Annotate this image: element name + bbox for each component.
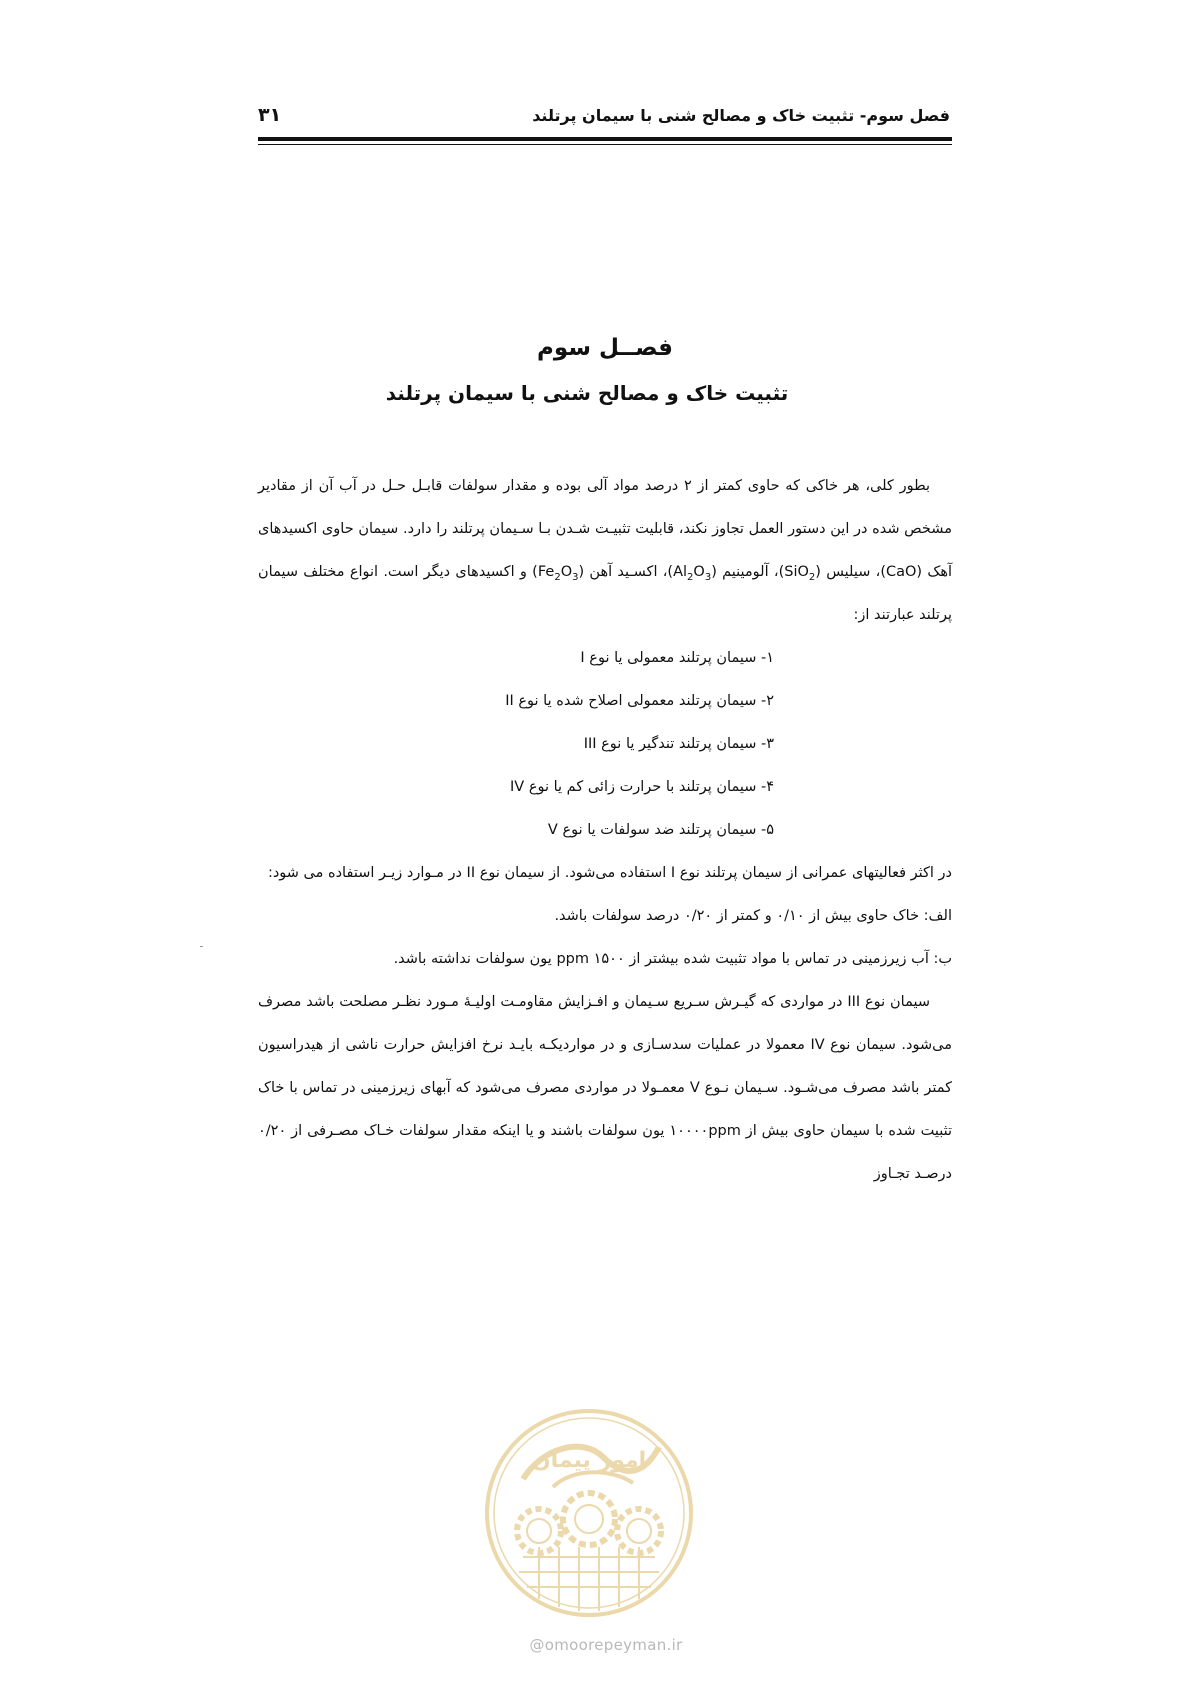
- watermark-logo-text: امور پیمان: [531, 1448, 647, 1473]
- list-item: ۲- سیمان پرتلند معمولی اصلاح شده یا نوع II: [505, 693, 774, 709]
- body-text: [258, 465, 952, 1196]
- chapter-subtitle: تثبیت خاک و مصالح شنی با سیمان پرتلند: [385, 381, 789, 405]
- usage-paragraph: در اکثر فعالیتهای عمرانی از سیمان پرتلند نوع I استفاده می‌شود. از سیمان نوع II در مـوارد زیـر استفاده می شود:: [267, 865, 952, 881]
- condition-item: ب: آب زیرزمینی در تماس با مواد تثبیت شده بیشتر از ppm ۱۵۰۰ یون سولفات نداشته باشد.: [393, 951, 952, 967]
- types-usage-paragraph: سیمان نوع III در مواردی که گیـرش سـریع سـیمان و افـزایش مقاومـت اولیـهٔ مـورد نظـر مصلحت باشد مصرف می‌شود. سیمان نوع IV معمولا در عملیات سدسـازی و در مواردیکـه بایـد نرخ افزایش حرارت ناشی از هیدراسیون کمتر باشد مصرف می‌شـود. سـیمان نـوع V معمـولا در مواردی مصرف می‌شود که آبهای زیرزمینی در تماس با خاک تثبیت شده با سیمان حاوی بیش از ۱۰۰۰۰ppm یون سولفات باشند و یا اینکه مقدار سولفات خـاک مصـرفی از ۰/۲۰ درصـد تجـاوز: [258, 994, 953, 1182]
- page-number: ۳۱: [258, 104, 282, 126]
- omoorepeyman-watermark-logo: [483, 1407, 695, 1619]
- list-item: ۳- سیمان پرتلند تندگیر یا نوع III: [583, 736, 774, 752]
- chapter-title: فصــل سوم: [537, 335, 673, 361]
- scan-speck: [200, 946, 203, 947]
- list-item: ۴- سیمان پرتلند با حرارت زائی کم یا نوع IV: [510, 779, 774, 795]
- condition-item: الف: خاک حاوی بیش از ۰/۱۰ و کمتر از ۰/۲۰ درصد سولفات باشد.: [554, 908, 952, 924]
- watermark-url: @omoorepeyman.ir: [529, 1636, 683, 1654]
- intro-paragraph: بطور کلی، هر خاکی که حاوی کمتر از ۲ درصد مواد آلی بوده و مقدار سولفات قابـل حـل در آب آن از مقادیر مشخص شده در این دستور العمل تجاوز نکند، قابلیت تثبیـت شـدن بـا سـیمان پرتلند را دارد. سیمان حاوی اکسیدهای آهک (CaO)، سیلیس (SiO$_2$)، آلومینیم $(Al_2O_3)،$ اکسـید آهن $(Fe_2O_3)$ و اکسیدهای دیگر است. انواع مختلف سیمان پرتلند عبارتند از:: [258, 478, 952, 623]
- running-title: فصل سوم- تثبیت خاک و مصالح شنی با سیمان پرتلند: [532, 106, 950, 125]
- chapter-heading: [258, 332, 952, 408]
- header-rule-thick: [258, 137, 952, 141]
- list-item: ۵- سیمان پرتلند ضد سولفات یا نوع V: [547, 822, 774, 838]
- running-head: [258, 104, 950, 134]
- header-rule-thin: [258, 144, 952, 145]
- list-item: ۱- سیمان پرتلند معمولی یا نوع I: [580, 650, 774, 666]
